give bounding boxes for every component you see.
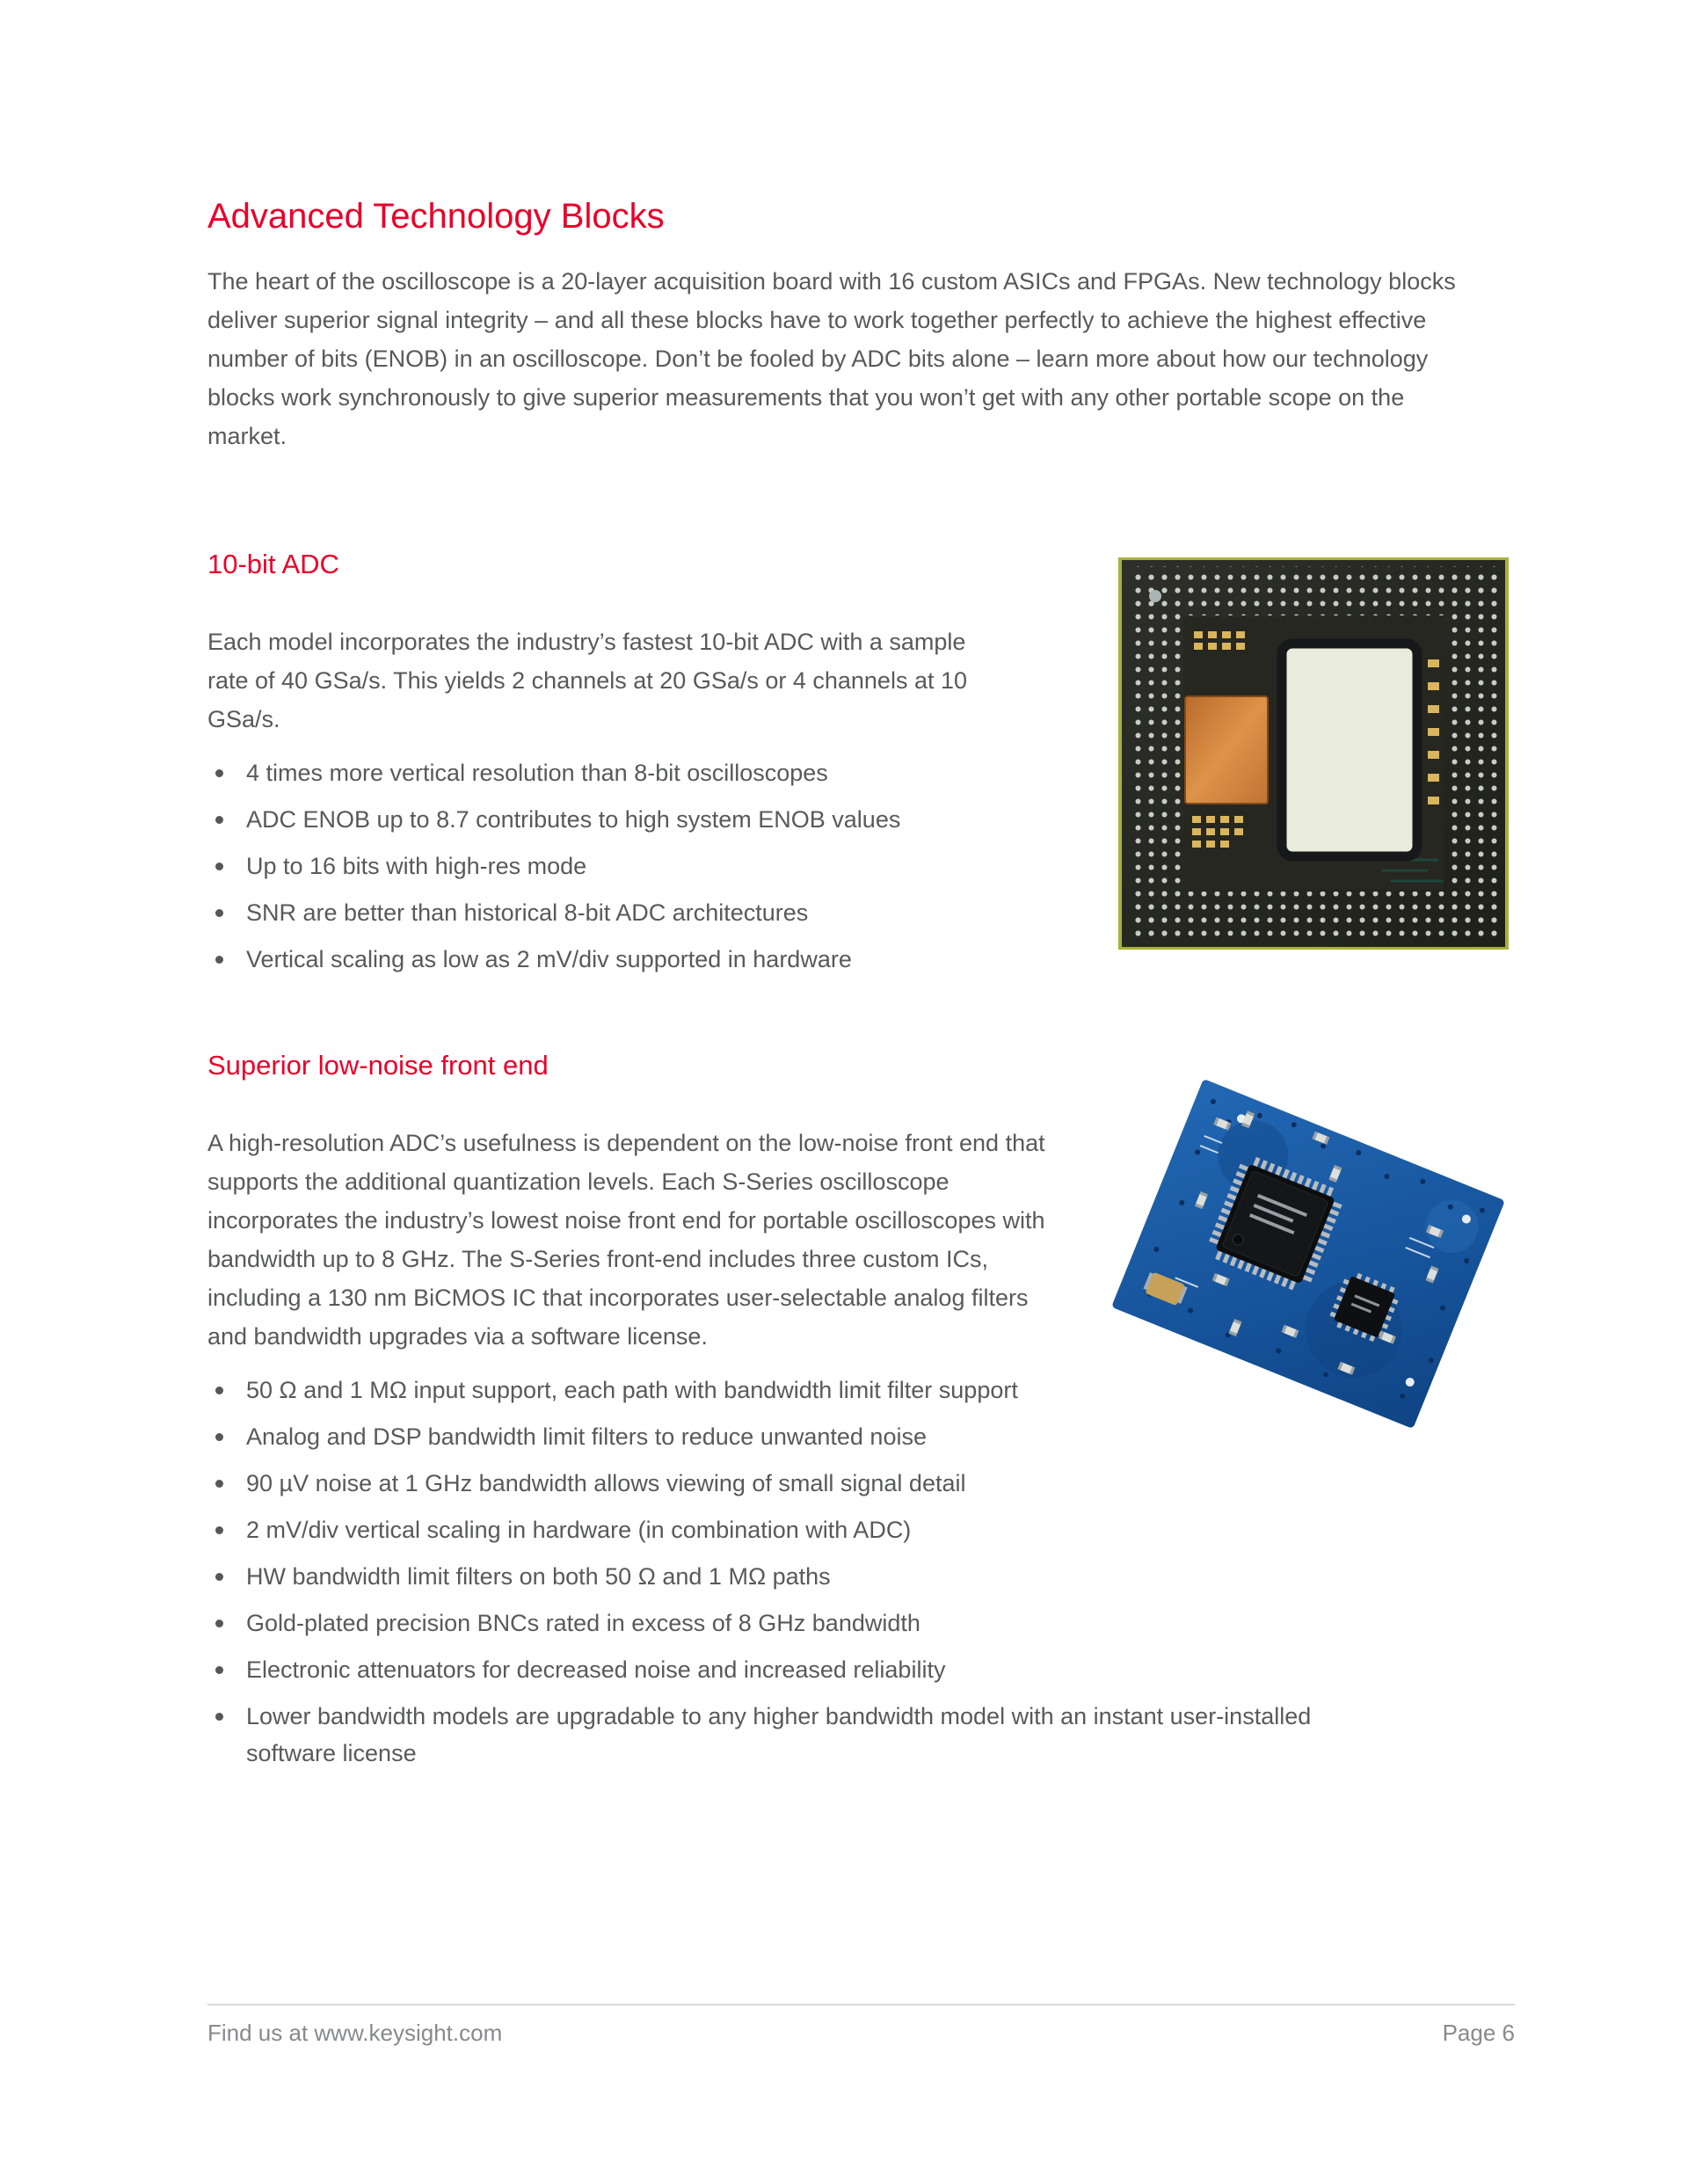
bullet-item: ADC ENOB up to 8.7 contributes to high system ENOB values	[207, 801, 1175, 838]
front-end-bullet-list	[207, 1372, 1526, 1772]
adc-chip-photo	[1118, 557, 1509, 950]
bullet-item: 90 µV noise at 1 GHz bandwidth allows viewing of small signal detail	[207, 1465, 1438, 1502]
bullet-item: 50 Ω and 1 MΩ input support, each path with bandwidth limit filter support	[207, 1372, 1051, 1409]
page-footer	[207, 2004, 1515, 2047]
section-heading-front-end: Superior low-noise front end	[207, 1050, 549, 1081]
bullet-item: 4 times more vertical resolution than 8-bit oscilloscopes	[207, 754, 1175, 791]
bullet-item: Electronic attenuators for decreased noise and increased reliability	[207, 1651, 1438, 1688]
bullet-item: 2 mV/div vertical scaling in hardware (in combination with ADC)	[207, 1511, 1438, 1548]
section-10-bit-adc	[207, 547, 1175, 987]
footer-url: Find us at www.keysight.com	[207, 2020, 503, 2046]
bullet-item: Gold-plated precision BNCs rated in excess of 8 GHz bandwidth	[207, 1605, 1438, 1642]
section-body-10-bit-adc: Each model incorporates the industry’s fastest 10-bit ADC with a sample rate of 40 GSa/s. This yields 2 channels at 20 GSa/s or 4 channels at 10 GSa/s.	[207, 629, 967, 732]
footer-divider	[207, 2004, 1515, 2006]
bullet-item: Lower bandwidth models are upgradable to any higher bandwidth model with an instant user-installed software license	[207, 1698, 1350, 1772]
bullet-item: HW bandwidth limit filters on both 50 Ω and 1 MΩ paths	[207, 1558, 1438, 1595]
front-end-pcb-photo	[1088, 1078, 1528, 1430]
adc-bullet-list	[207, 754, 1175, 978]
page-title: Advanced Technology Blocks	[207, 197, 665, 236]
bullet-item: Vertical scaling as low as 2 mV/div supported in hardware	[207, 941, 1175, 978]
section-heading-10-bit-adc: 10-bit ADC	[207, 549, 339, 579]
bullet-item: SNR are better than historical 8-bit ADC architectures	[207, 894, 1175, 931]
bullet-item: Up to 16 bits with high-res mode	[207, 848, 1175, 885]
footer-page-number: Page 6	[1442, 2020, 1515, 2046]
bullet-item: Analog and DSP bandwidth limit filters to reduce unwanted noise	[207, 1418, 1438, 1455]
section-body-front-end: A high-resolution ADC’s usefulness is dependent on the low-noise front end that supports the additional quantization levels. Each S-Series oscilloscope incorporates the industry’s lowest noise front end for portable oscilloscopes with bandwidth up to 8 GHz. The S-Series front-end includes three custom ICs, including a 130 nm BiCMOS IC that incorporates user-selectable analog filters and bandwidth upgrades via a software license.	[207, 1130, 1045, 1350]
front-end-pcb-image	[1088, 1078, 1528, 1430]
intro-paragraph: The heart of the oscilloscope is a 20-layer acquisition board with 16 custom ASICs and FPGAs. New technology blocks deliver superior signal integrity – and all these blocks have to work together perfectly to achieve the highest effective number of bits (ENOB) in an oscilloscope. Don’t be fooled by ADC bits alone – learn more about how our technology blocks work synchronously to give superior measurements that you won’t get with any other portable scope on the market.	[207, 268, 1456, 449]
adc-chip-image	[1118, 557, 1509, 950]
